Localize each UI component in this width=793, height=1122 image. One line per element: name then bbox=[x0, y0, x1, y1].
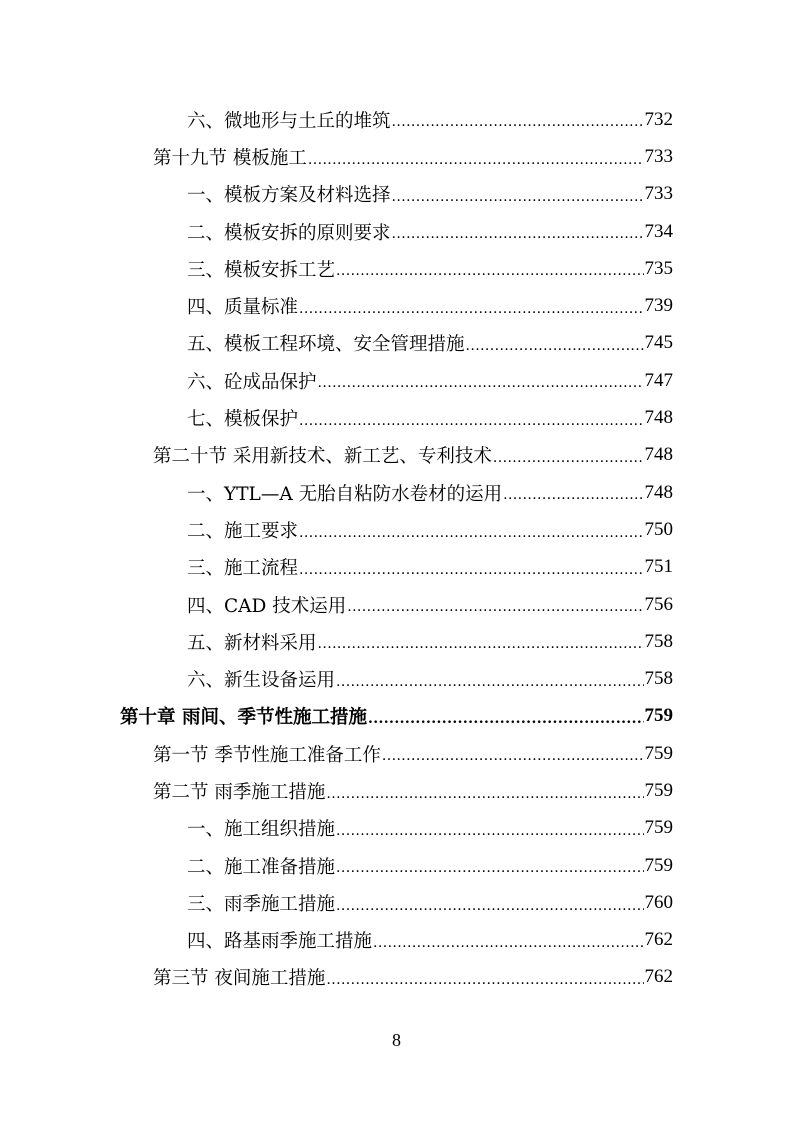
toc-entry-title: 第十章 雨间、季节性施工措施 bbox=[120, 707, 367, 729]
toc-entry-page: 748 bbox=[644, 407, 673, 429]
toc-entry-page: 759 bbox=[644, 817, 673, 839]
toc-entry[interactable] bbox=[0, 399, 793, 436]
toc-entry-page: 758 bbox=[644, 668, 673, 690]
toc-entry-title: 五、新材料采用 bbox=[187, 632, 317, 654]
toc-entry-title: 二、施工要求 bbox=[187, 520, 299, 542]
toc-entry[interactable] bbox=[0, 772, 793, 809]
toc-entry-page: 759 bbox=[644, 742, 673, 764]
toc-leader-dots bbox=[368, 712, 644, 735]
toc-entry[interactable] bbox=[0, 511, 793, 548]
toc-entry[interactable] bbox=[0, 810, 793, 847]
page-number: 8 bbox=[392, 1030, 401, 1050]
toc-entry[interactable] bbox=[0, 549, 793, 586]
toc-entry[interactable] bbox=[0, 959, 793, 996]
toc-entry-title: 六、微地形与土丘的堆筑 bbox=[187, 110, 391, 132]
toc-entry-page: 739 bbox=[644, 295, 673, 317]
toc-entry-page: 762 bbox=[644, 929, 673, 951]
toc-entry-page: 759 bbox=[644, 854, 673, 876]
toc-entry-title: 第十九节 模板施工 bbox=[153, 147, 307, 169]
toc-leader-dots bbox=[299, 302, 643, 325]
toc-entry-page: 759 bbox=[644, 705, 673, 727]
toc-entry-title: 七、模板保护 bbox=[187, 409, 299, 431]
toc-leader-dots bbox=[503, 488, 643, 511]
toc-leader-dots bbox=[382, 749, 644, 772]
toc-entry-page: 733 bbox=[644, 183, 673, 205]
toc-leader-dots bbox=[299, 563, 643, 586]
toc-entry[interactable] bbox=[0, 213, 793, 250]
toc-entry-page: 750 bbox=[644, 518, 673, 540]
toc-leader-dots bbox=[392, 115, 644, 138]
toc-entry[interactable] bbox=[0, 101, 793, 138]
toc-entry[interactable] bbox=[0, 287, 793, 324]
toc-entry-title: 三、雨季施工措施 bbox=[187, 893, 336, 915]
toc-entry-page: 748 bbox=[644, 481, 673, 503]
toc-entry-title: 六、砼成品保护 bbox=[187, 371, 317, 393]
toc-entry[interactable] bbox=[0, 362, 793, 399]
toc-entry-title: 一、YTL—A 无胎自粘防水卷材的运用 bbox=[187, 483, 503, 505]
toc-entry-page: 759 bbox=[644, 779, 673, 801]
toc-entry[interactable] bbox=[0, 922, 793, 959]
toc-entry[interactable] bbox=[0, 660, 793, 697]
toc-leader-dots bbox=[392, 190, 644, 213]
toc-entry-title: 第三节 夜间施工措施 bbox=[153, 968, 326, 990]
toc-leader-dots bbox=[326, 973, 643, 996]
table-of-contents bbox=[0, 101, 793, 996]
toc-entry-page: 734 bbox=[644, 220, 673, 242]
toc-entry-title: 四、CAD 技术运用 bbox=[187, 595, 347, 617]
toc-leader-dots bbox=[299, 414, 643, 437]
toc-entry-page: 733 bbox=[644, 145, 673, 167]
toc-entry[interactable] bbox=[0, 474, 793, 511]
toc-entry[interactable] bbox=[0, 250, 793, 287]
toc-entry[interactable] bbox=[0, 847, 793, 884]
toc-entry-page: 751 bbox=[644, 556, 673, 578]
toc-entry-title: 四、质量标准 bbox=[187, 297, 299, 319]
toc-entry-page: 745 bbox=[644, 332, 673, 354]
toc-entry-title: 三、施工流程 bbox=[187, 558, 299, 580]
toc-leader-dots bbox=[326, 787, 643, 810]
toc-entry-page: 762 bbox=[644, 966, 673, 988]
toc-leader-dots bbox=[308, 153, 644, 176]
toc-leader-dots bbox=[392, 227, 644, 250]
toc-leader-dots bbox=[466, 339, 644, 362]
toc-entry[interactable] bbox=[0, 138, 793, 175]
toc-entry-title: 第一节 季节性施工准备工作 bbox=[153, 744, 381, 766]
toc-leader-dots bbox=[336, 675, 643, 698]
toc-entry-title: 二、施工准备措施 bbox=[187, 856, 336, 878]
toc-leader-dots bbox=[336, 824, 643, 847]
toc-entry-page: 756 bbox=[644, 593, 673, 615]
toc-leader-dots bbox=[299, 526, 643, 549]
toc-leader-dots bbox=[373, 936, 643, 959]
toc-entry[interactable] bbox=[0, 325, 793, 362]
toc-leader-dots bbox=[318, 637, 644, 660]
toc-leader-dots bbox=[336, 264, 643, 287]
toc-entry-title: 一、施工组织措施 bbox=[187, 819, 336, 841]
toc-entry[interactable] bbox=[0, 623, 793, 660]
toc-entry-page: 748 bbox=[644, 444, 673, 466]
toc-entry-chapter[interactable] bbox=[0, 698, 793, 735]
toc-entry-page: 760 bbox=[644, 891, 673, 913]
toc-entry-page: 758 bbox=[644, 630, 673, 652]
toc-entry-title: 第二节 雨季施工措施 bbox=[153, 781, 326, 803]
toc-leader-dots bbox=[318, 376, 644, 399]
toc-leader-dots bbox=[336, 861, 643, 884]
toc-entry-title: 第二十节 采用新技术、新工艺、专利技术 bbox=[153, 446, 492, 468]
toc-entry-title: 三、模板安拆工艺 bbox=[187, 259, 336, 281]
toc-entry-page: 747 bbox=[644, 369, 673, 391]
toc-leader-dots bbox=[347, 600, 643, 623]
toc-entry-title: 四、路基雨季施工措施 bbox=[187, 931, 373, 953]
toc-entry[interactable] bbox=[0, 586, 793, 623]
toc-leader-dots bbox=[336, 899, 643, 922]
toc-entry-page: 735 bbox=[644, 257, 673, 279]
toc-entry-title: 一、模板方案及材料选择 bbox=[187, 185, 391, 207]
toc-entry-title: 二、模板安拆的原则要求 bbox=[187, 222, 391, 244]
toc-entry[interactable] bbox=[0, 735, 793, 772]
toc-entry[interactable] bbox=[0, 176, 793, 213]
toc-leader-dots bbox=[493, 451, 644, 474]
toc-entry[interactable] bbox=[0, 437, 793, 474]
toc-entry-page: 732 bbox=[644, 108, 673, 130]
toc-entry-title: 六、新生设备运用 bbox=[187, 670, 336, 692]
toc-entry[interactable] bbox=[0, 884, 793, 921]
toc-entry-title: 五、模板工程环境、安全管理措施 bbox=[187, 334, 465, 356]
